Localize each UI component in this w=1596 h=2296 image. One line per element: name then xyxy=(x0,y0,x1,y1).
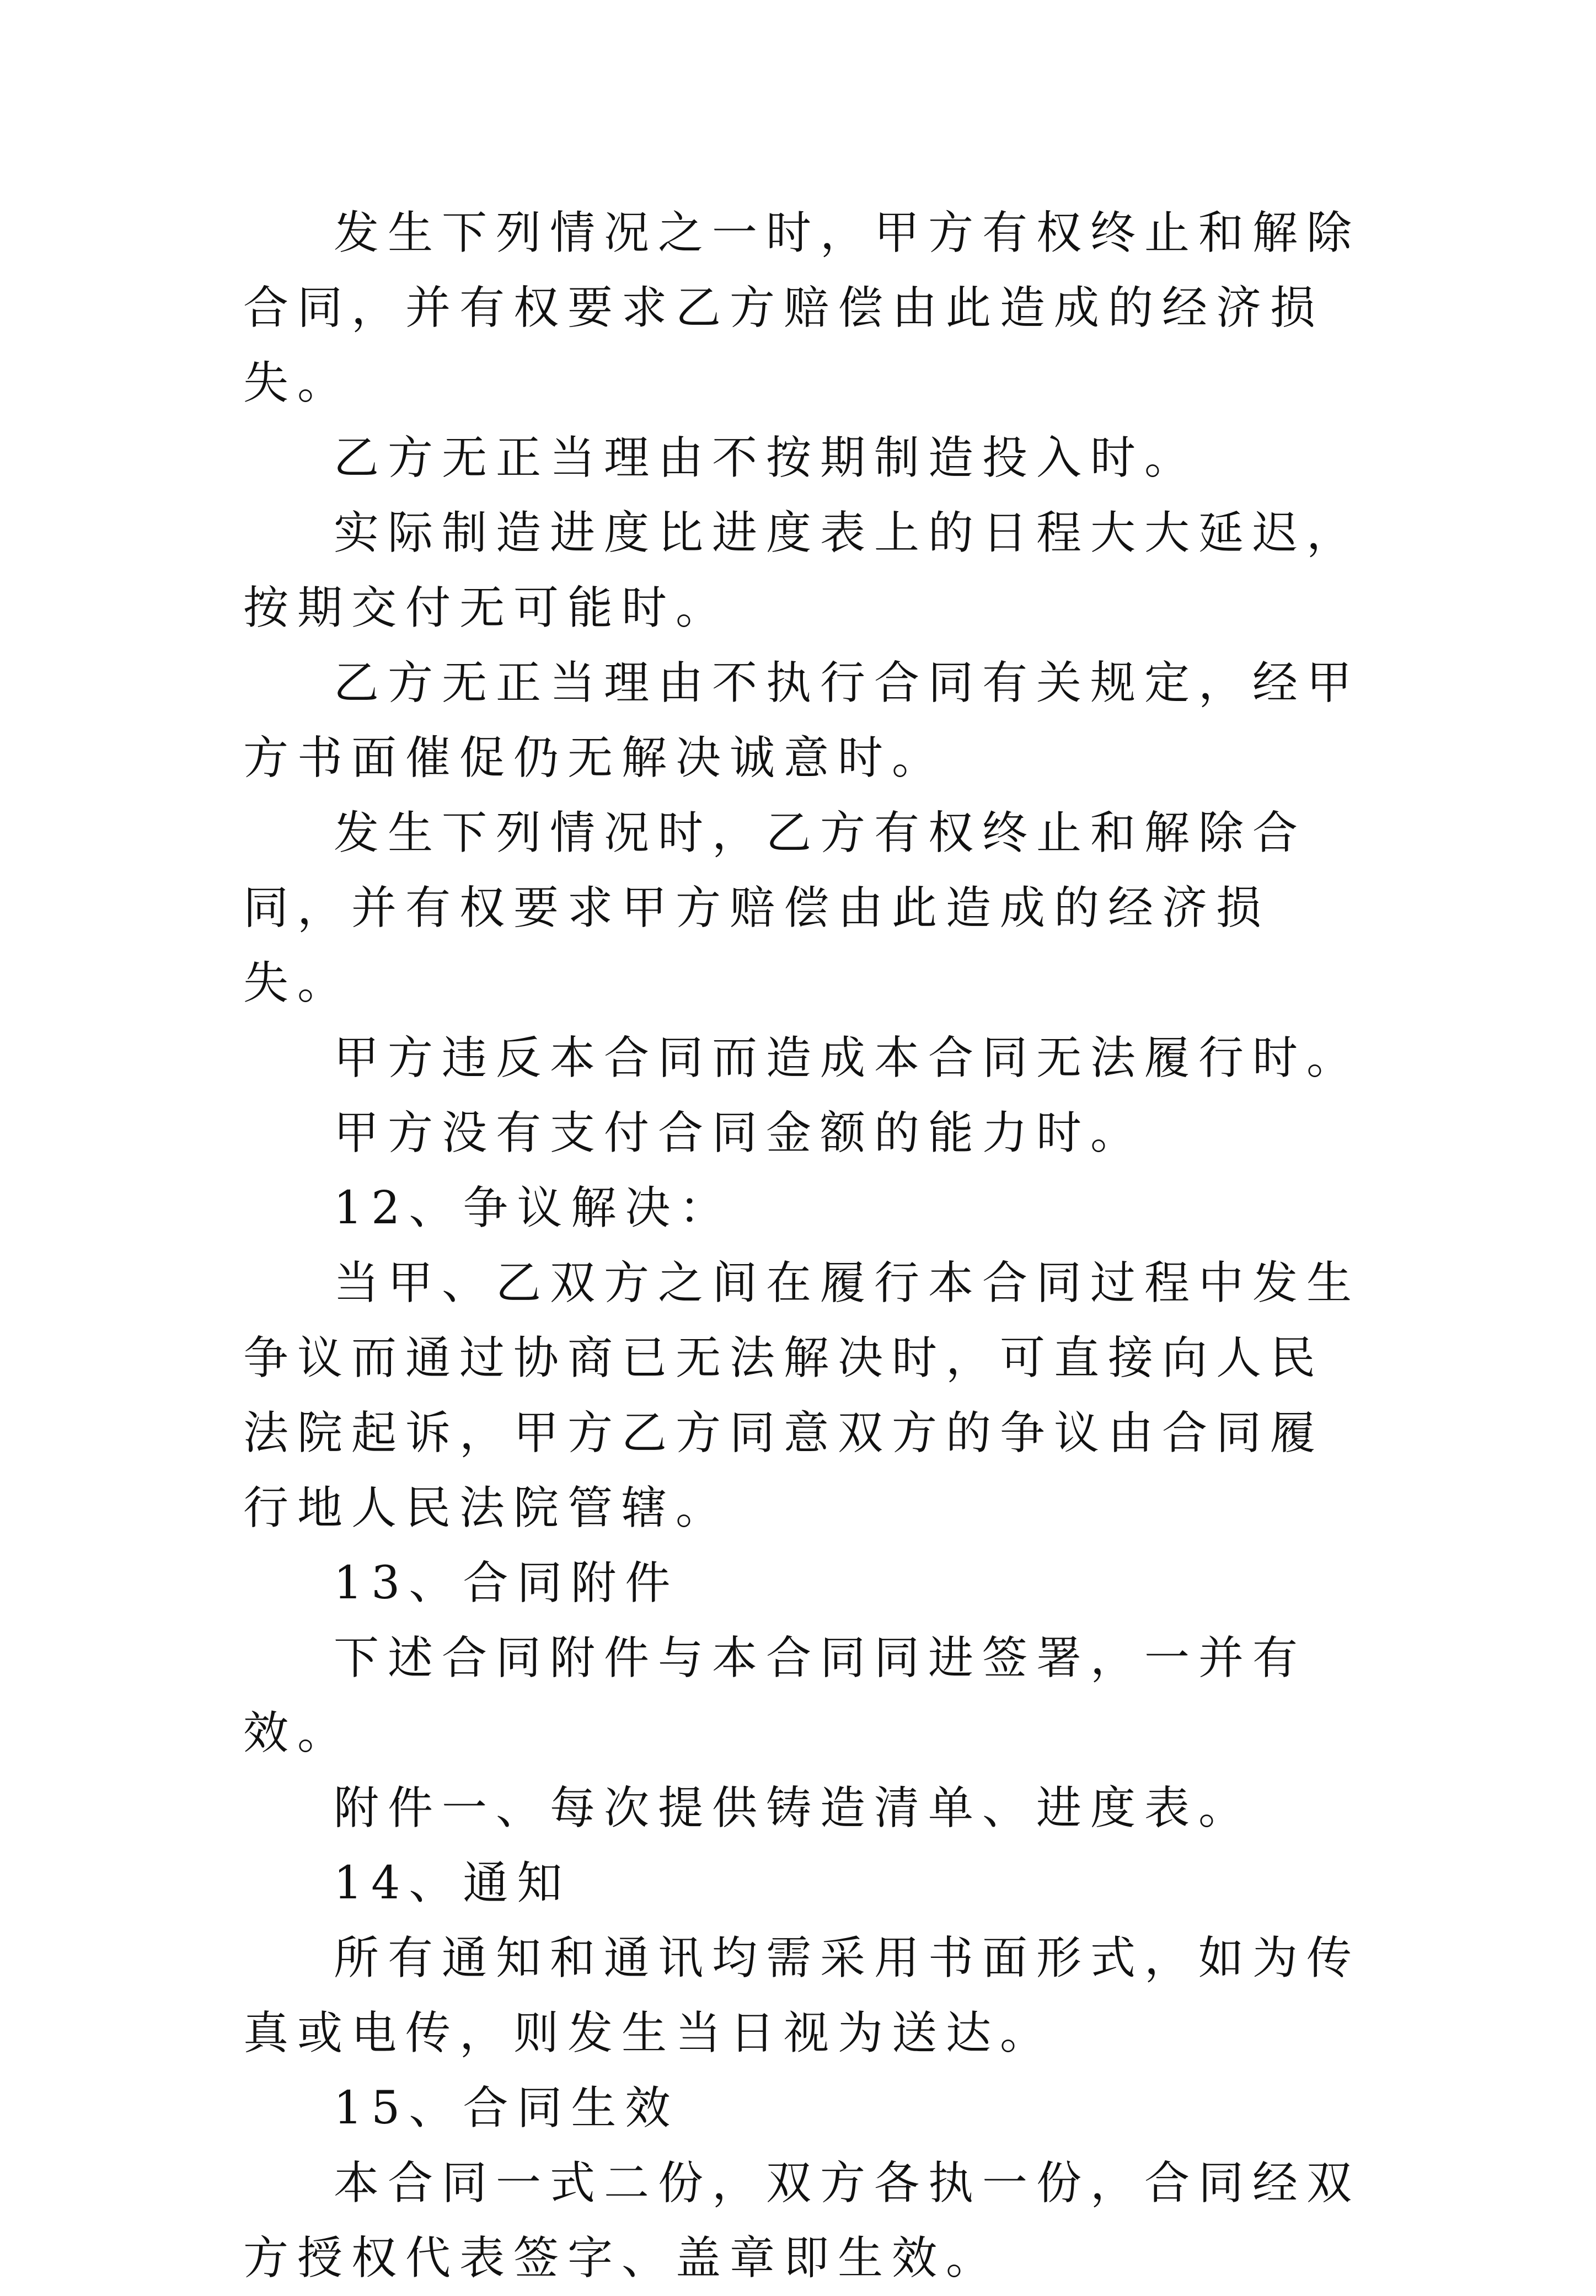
section-heading-dispute: 12、争议解决： xyxy=(334,1182,733,1234)
section-heading-effectiveness: 15、合同生效 xyxy=(334,2082,679,2134)
paragraph-termination-by-party-b: 发生下列情况时，乙方有权终止和解除合同，并有权要求甲方赔偿由此造成的经济损失。 xyxy=(243,807,1307,1009)
section-heading-notice: 14、通知 xyxy=(334,1857,571,1909)
paragraph-attachment-one: 附件一、每次提供铸造清单、进度表。 xyxy=(334,1782,1253,1834)
paragraph-dispute-resolution: 当甲、乙双方之间在履行本合同过程中发生争议而通过协商已无法解决时，可直接向人民法院起诉，甲方乙方同意双方的争议由合同履行地人民法院管辖。 xyxy=(243,1257,1361,1534)
paragraph-termination-by-party-a: 发生下列情况之一时，甲方有权终止和解除合同，并有权要求乙方赔偿由此造成的经济损失。 xyxy=(243,207,1361,409)
paragraph-party-a-breach: 甲方违反本合同而造成本合同无法履行时。 xyxy=(334,1032,1361,1084)
paragraph-schedule-delay: 实际制造进度比进度表上的日程大大延迟，按期交付无可能时。 xyxy=(243,507,1361,634)
section-heading-attachments: 13、合同附件 xyxy=(334,1557,679,1609)
paragraph-no-production-start: 乙方无正当理由不按期制造投入时。 xyxy=(334,432,1199,484)
paragraph-party-a-insolvent: 甲方没有支付合同金额的能力时。 xyxy=(334,1107,1145,1159)
document-body xyxy=(243,196,1368,2296)
paragraph-effectiveness: 本合同一式二份，双方各执一份，合同经双方授权代表签字、盖章即生效。 xyxy=(243,2157,1361,2284)
paragraph-notice: 所有通知和通讯均需采用书面形式，如为传真或电传，则发生当日视为送达。 xyxy=(243,1932,1361,2059)
paragraph-no-sincerity: 乙方无正当理由不执行合同有关规定，经甲方书面催促仍无解决诚意时。 xyxy=(243,657,1361,784)
paragraph-attachments-effective: 下述合同附件与本合同同进签署，一并有效。 xyxy=(243,1632,1307,1759)
